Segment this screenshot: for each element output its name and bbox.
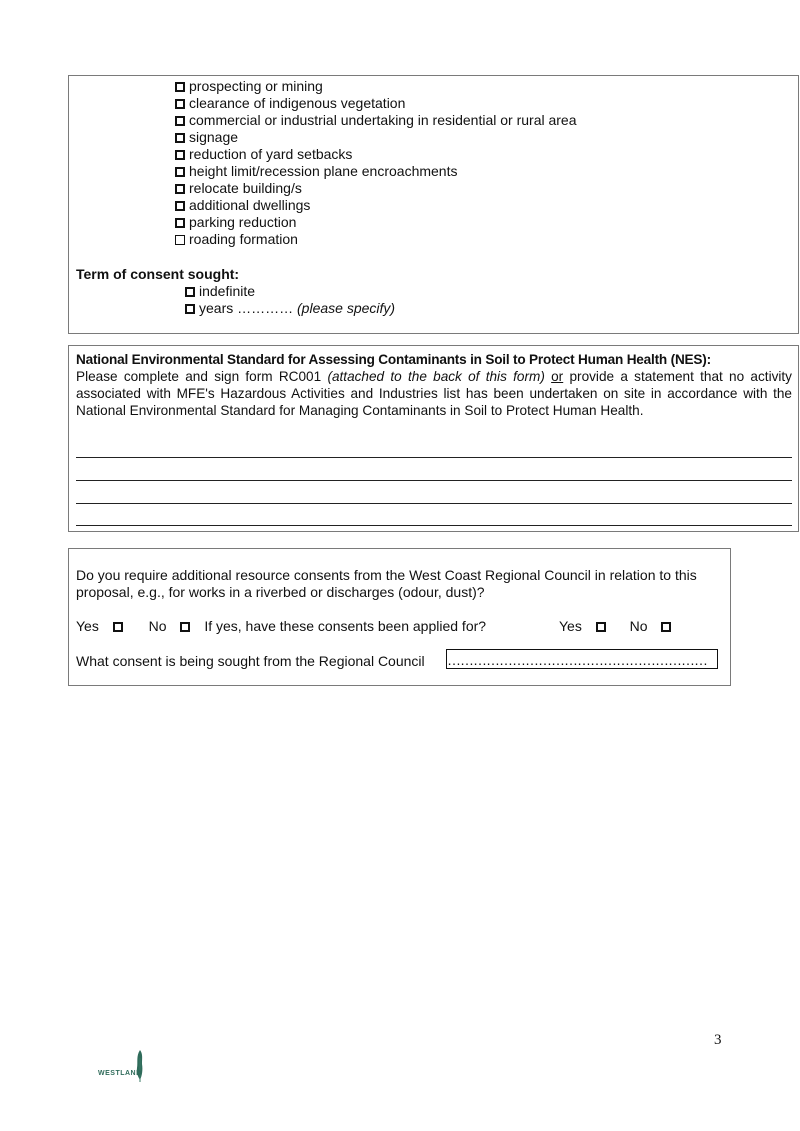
westland-logo: WESTLAND: [98, 1048, 148, 1084]
option-height-limit[interactable]: height limit/recession plane encroachments: [175, 163, 457, 180]
checkbox[interactable]: [175, 150, 185, 160]
option-dwellings[interactable]: additional dwellings: [175, 197, 310, 214]
applied-yes-checkbox[interactable]: [596, 622, 606, 632]
nes-answer-line-2[interactable]: [76, 480, 792, 481]
option-prospecting[interactable]: prospecting or mining: [175, 78, 323, 95]
applied-no-checkbox[interactable]: [661, 622, 671, 632]
regional-answer-row: Yes No If yes, have these consents been applied for?: [76, 618, 487, 634]
nes-answer-line-1[interactable]: [76, 457, 792, 458]
no-checkbox[interactable]: [180, 622, 190, 632]
checkbox[interactable]: [175, 116, 185, 126]
option-parking[interactable]: parking reduction: [175, 214, 296, 231]
option-yard-setbacks[interactable]: reduction of yard setbacks: [175, 146, 352, 163]
checkbox[interactable]: [175, 184, 185, 194]
term-heading: Term of consent sought:: [76, 266, 240, 282]
nes-text: National Environmental Standard for Assessing Contaminants in Soil to Protect Human Health (NES): Please complete and sign form RC001 (attached to the back of this form) or provide a statement that no activity associated with MFE's Hazardous Activities and Industries list has been undertaken on site in accordance with the National Environmental Standard for Managing Contaminants in Soil to Protect Human Health.: [76, 352, 792, 418]
option-relocate[interactable]: relocate building/s: [175, 180, 302, 197]
sought-label: What consent is being sought from the Regional Council: [76, 653, 425, 669]
option-commercial[interactable]: commercial or industrial undertaking in residential or rural area: [175, 112, 577, 129]
checkbox[interactable]: [175, 99, 185, 109]
option-years[interactable]: years ………… (please specify): [185, 300, 395, 317]
regional-consent-section: [68, 548, 731, 686]
checkbox[interactable]: [175, 201, 185, 211]
option-roading[interactable]: roading formation: [175, 231, 298, 248]
checkbox[interactable]: [185, 304, 195, 314]
nes-answer-line-3[interactable]: [76, 503, 792, 504]
option-signage[interactable]: signage: [175, 129, 238, 146]
option-clearance[interactable]: clearance of indigenous vegetation: [175, 95, 405, 112]
nes-section: [68, 345, 799, 532]
nes-title: National Environmental Standard for Assessing Contaminants in Soil to Protect Human Health (NES):: [76, 352, 711, 367]
checkbox[interactable]: [175, 235, 185, 245]
sought-input[interactable]: ……………………………………………………: [446, 649, 718, 669]
yes-checkbox[interactable]: [113, 622, 123, 632]
tree-icon: [98, 1048, 148, 1084]
checkbox[interactable]: [185, 287, 195, 297]
checkbox[interactable]: [175, 133, 185, 143]
activities-section: [68, 75, 799, 334]
applied-answer-row: Yes No: [559, 618, 675, 635]
nes-answer-line-4[interactable]: [76, 525, 792, 526]
page-number: 3: [714, 1032, 722, 1048]
option-indefinite[interactable]: indefinite: [185, 283, 255, 300]
checkbox[interactable]: [175, 167, 185, 177]
checkbox[interactable]: [175, 218, 185, 228]
checkbox[interactable]: [175, 82, 185, 92]
regional-question: Do you require additional resource consents from the West Coast Regional Council in relation to this proposal, e.g., for works in a riverbed or discharges (odour, dust)?: [76, 567, 697, 600]
